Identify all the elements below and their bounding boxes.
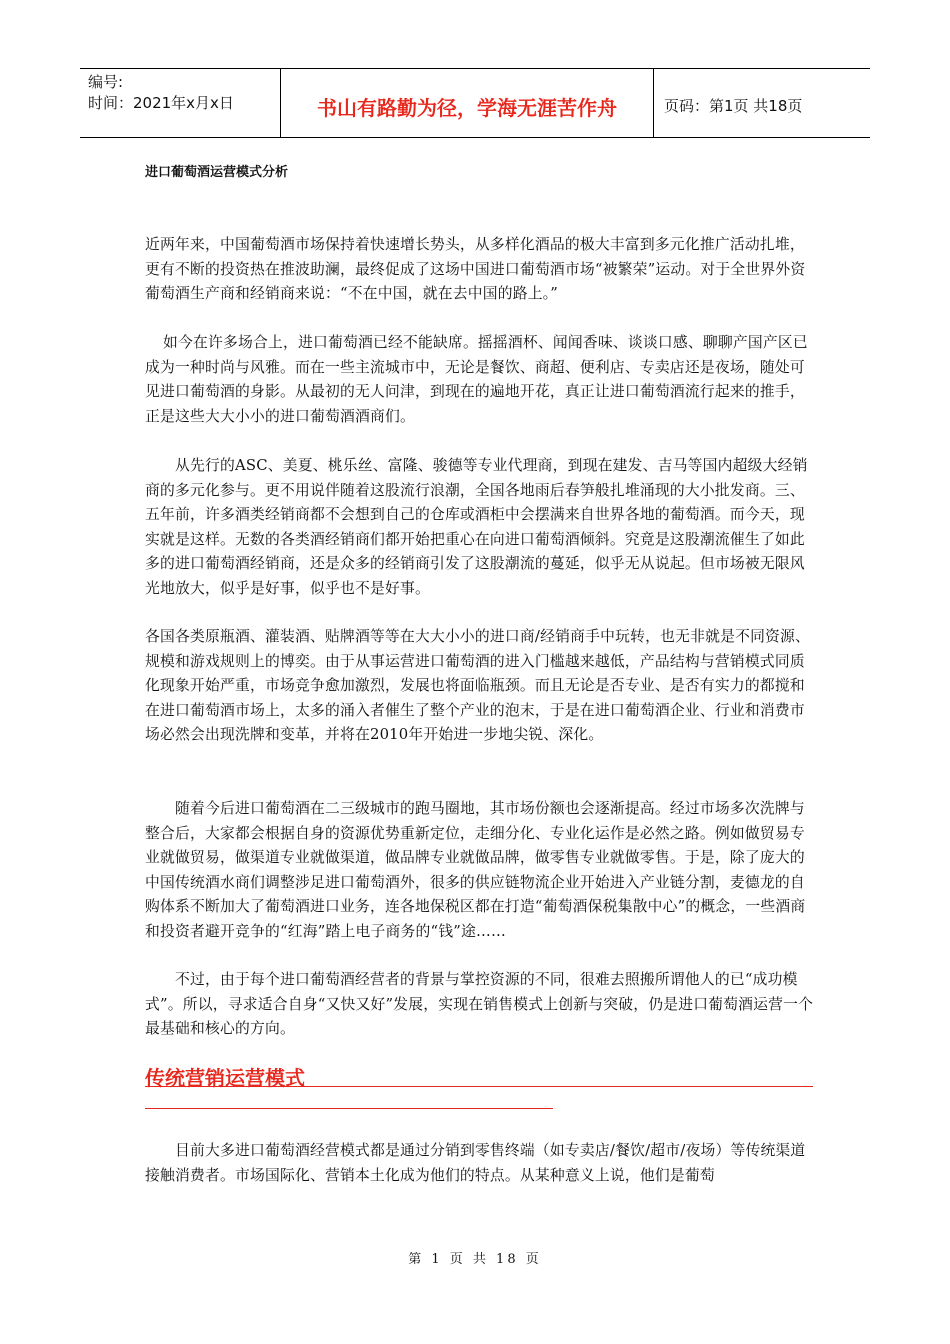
section-heading: 传统营销运营模式 [145, 1066, 305, 1090]
header-table [80, 68, 870, 138]
header-page-label: 页码：第1页 共18页 [664, 96, 803, 115]
document-title: 进口葡萄酒运营模式分析 [145, 165, 289, 180]
paragraph-text: 随着今后进口葡萄酒在二三级城市的跑马圈地，其市场份额也会逐渐提高。经过市场多次洗牌与整合后，大家都会根据自身的资源优势重新定位，走细分化、专业化运作是必然之路。例如做贸易专业就做贸易，做渠道专业就做渠道，做品牌专业就做品牌，做零售专业就做零售。于是，除了庞大的中国传统酒水商们调整涉足进口葡萄酒外，很多的供应链物流企业开始进入产业链分割，麦德龙的自购体系不断加大了葡萄酒进口业务，连各地保税区都在打造“葡萄酒保税集散中心”的概念，一些酒商和投资者避开竞争的“红海”踏上电子商务的“钱”途…… [145, 800, 806, 940]
paragraph-6 [145, 968, 815, 1042]
footer-page-number: 第 1 页 共 18 页 [408, 1252, 542, 1267]
paragraph-4 [145, 625, 815, 748]
paragraph-text: 从先行的ASC、美夏、桃乐丝、富隆、骏德等专业代理商，到现在建发、吉马等国内超级大经销商的多元化参与。更不用说伴随着这股流行浪潮，全国各地雨后春笋般扎堆涌现的大小批发商。三、五年前，许多酒类经销商都不会想到自己的仓库或酒柜中会摆满来自世界各地的葡萄酒。而今天，现实就是这样。无数的各类酒经销商们都开始把重心在向进口葡萄酒倾斜。究竟是这股潮流催生了如此多的进口葡萄酒经销商，还是众多的经销商引发了这股潮流的蔓延，似乎无从说起。但市场被无限风光地放大，似乎是好事，似乎也不是好事。 [145, 457, 808, 597]
paragraph-text: 目前大多进口葡萄酒经营模式都是通过分销到零售终端（如专卖店/餐饮/超市/夜场）等传统渠道接触消费者。市场国际化、营销本土化成为他们的特点。从某种意义上说，他们是葡萄 [145, 1142, 806, 1184]
paragraph-text: 近两年来，中国葡萄酒市场保持着快速增长势头，从多样化酒品的极大丰富到多元化推广活动扎堆，更有不断的投资热在推波助澜，最终促成了这场中国进口葡萄酒市场“被繁荣”运动。对于全世界外资葡萄酒生产商和经销商来说：“不在中国，就在去中国的路上。” [145, 236, 806, 303]
header-meta-cell [80, 69, 281, 137]
paragraph-text: 各国各类原瓶酒、灌装酒、贴牌酒等等在大大小小的进口商/经销商手中玩转，也无非就是不同资源、规模和游戏规则上的博奕。由于从事运营进口葡萄酒的进入门槛越来越低，产品结构与营销模式同质化现象开始严重，市场竞争愈加激烈，发展也将面临瓶颈。而且无论是否专业、是否有实力的都搅和在进口葡萄酒市场上，太多的涌入者催生了整个产业的泡末，于是在进口葡萄酒企业、行业和消费市场必然会出现洗牌和变革，并将在2010年开始进一步地尖锐、深化。 [145, 628, 811, 744]
paragraph-5 [145, 797, 815, 945]
header-motto: 书山有路勤为径，学海无涯苦作舟 [281, 69, 654, 137]
paragraph-3 [145, 454, 815, 602]
paragraph-2 [145, 331, 815, 429]
paragraph-text: 如今在许多场合上，进口葡萄酒已经不能缺席。摇摇酒杯、闻闻香味、谈谈口感、聊聊产国产区已成为一种时尚与风雅。而在一些主流城市中，无论是餐饮、商超、便利店、专卖店还是夜场，随处可见进口葡萄酒的身影。从最初的无人问津，到现在的遍地开花，真正让进口葡萄酒流行起来的推手，正是这些大大小小的进口葡萄酒酒商们。 [145, 334, 808, 425]
paragraph-text: 不过，由于每个进口葡萄酒经营者的背景与掌控资源的不同，很难去照搬所谓他人的已“成功模式”。所以，寻求适合自身“又快又好”发展，实现在销售模式上创新与突破，仍是进口葡萄酒运营一个最基础和核心的方向。 [145, 971, 814, 1038]
time-label: 时间：2021年x月x日 [88, 94, 234, 112]
section-rule-short [145, 1108, 553, 1109]
section-rule-long [145, 1086, 813, 1087]
number-label: 编号: [88, 73, 124, 91]
section-paragraph [145, 1139, 815, 1188]
paragraph-1 [145, 233, 815, 307]
